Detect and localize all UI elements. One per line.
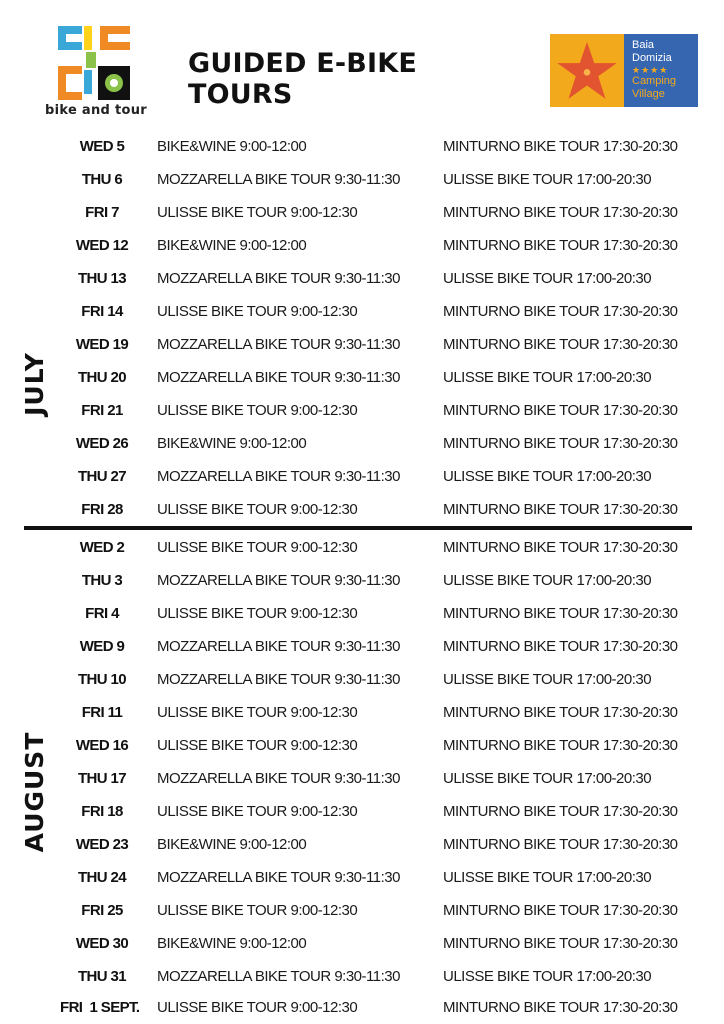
logo-right-text: [632, 39, 676, 101]
schedule-row: [0, 328, 724, 360]
evening-tour-cell: MINTURNO BIKE TOUR 17:30-20:30: [443, 138, 678, 155]
date-cell: WED 16: [75, 737, 129, 754]
morning-tour-cell: ULISSE BIKE TOUR 9:00-12:30: [157, 402, 358, 419]
date-cell: WED 19: [75, 336, 129, 353]
schedule-row: [0, 927, 724, 959]
evening-tour-cell: ULISSE BIKE TOUR 17:00-20:30: [443, 770, 652, 787]
bike-and-tour-logo: [44, 26, 148, 122]
logo-line-domizia: Domizia: [632, 52, 672, 64]
morning-tour-cell: MOZZARELLA BIKE TOUR 9:30-11:30: [157, 770, 400, 787]
date-cell: FRI 25: [81, 902, 123, 919]
schedule-row: [0, 394, 724, 426]
date-cell: WED 12: [75, 237, 129, 254]
schedule-row: [0, 861, 724, 893]
date-cell: WED 5: [79, 138, 125, 155]
date-cell: FRI 1 SEPT.: [60, 999, 140, 1016]
morning-tour-cell: ULISSE BIKE TOUR 9:00-12:30: [157, 737, 358, 754]
morning-tour-cell: MOZZARELLA BIKE TOUR 9:30-11:30: [157, 572, 400, 589]
schedule-row: [0, 427, 724, 459]
schedule-row: [0, 262, 724, 294]
morning-tour-cell: ULISSE BIKE TOUR 9:00-12:30: [157, 501, 358, 518]
morning-tour-cell: MOZZARELLA BIKE TOUR 9:30-11:30: [157, 369, 400, 386]
morning-tour-cell: MOZZARELLA BIKE TOUR 9:30-11:30: [157, 671, 400, 688]
bike-and-tour-logo-mark: [58, 26, 134, 102]
schedule-row: [0, 597, 724, 629]
date-cell: THU 27: [77, 468, 127, 485]
morning-tour-cell: ULISSE BIKE TOUR 9:00-12:30: [157, 303, 358, 320]
date-cell: THU 13: [77, 270, 127, 287]
morning-tour-cell: BIKE&WINE 9:00-12:00: [157, 138, 307, 155]
evening-tour-cell: MINTURNO BIKE TOUR 17:30-20:30: [443, 704, 678, 721]
morning-tour-cell: BIKE&WINE 9:00-12:00: [157, 836, 307, 853]
logo-line-village: Village: [632, 88, 665, 100]
evening-tour-cell: MINTURNO BIKE TOUR 17:30-20:30: [443, 638, 678, 655]
schedule-row: [0, 564, 724, 596]
morning-tour-cell: MOZZARELLA BIKE TOUR 9:30-11:30: [157, 468, 400, 485]
morning-tour-cell: MOZZARELLA BIKE TOUR 9:30-11:30: [157, 171, 400, 188]
rating-stars: ★★★★: [632, 65, 669, 75]
schedule-row: [0, 361, 724, 393]
morning-tour-cell: ULISSE BIKE TOUR 9:00-12:30: [157, 803, 358, 820]
evening-tour-cell: MINTURNO BIKE TOUR 17:30-20:30: [443, 539, 678, 556]
morning-tour-cell: ULISSE BIKE TOUR 9:00-12:30: [157, 902, 358, 919]
evening-tour-cell: MINTURNO BIKE TOUR 17:30-20:30: [443, 803, 678, 820]
date-cell: WED 23: [75, 836, 129, 853]
schedule-row: [0, 795, 724, 827]
date-cell: FRI 11: [81, 704, 123, 721]
date-cell: THU 3: [81, 572, 123, 589]
date-cell: THU 20: [77, 369, 127, 386]
morning-tour-cell: BIKE&WINE 9:00-12:00: [157, 435, 307, 452]
evening-tour-cell: ULISSE BIKE TOUR 17:00-20:30: [443, 869, 652, 886]
evening-tour-cell: MINTURNO BIKE TOUR 17:30-20:30: [443, 605, 678, 622]
month-divider: [24, 526, 692, 530]
page-title: GUIDED E-BIKE TOURS: [188, 48, 418, 110]
logo-caption: bike and tour: [45, 103, 147, 118]
morning-tour-cell: MOZZARELLA BIKE TOUR 9:30-11:30: [157, 638, 400, 655]
morning-tour-cell: ULISSE BIKE TOUR 9:00-12:30: [157, 539, 358, 556]
date-cell: THU 10: [77, 671, 127, 688]
evening-tour-cell: ULISSE BIKE TOUR 17:00-20:30: [443, 270, 652, 287]
morning-tour-cell: MOZZARELLA BIKE TOUR 9:30-11:30: [157, 968, 400, 985]
date-cell: FRI 14: [81, 303, 123, 320]
month-label-august: AUGUST: [20, 731, 49, 853]
evening-tour-cell: MINTURNO BIKE TOUR 17:30-20:30: [443, 435, 678, 452]
evening-tour-cell: MINTURNO BIKE TOUR 17:30-20:30: [443, 737, 678, 754]
evening-tour-cell: MINTURNO BIKE TOUR 17:30-20:30: [443, 836, 678, 853]
schedule-row: [0, 894, 724, 926]
schedule-row: [0, 229, 724, 261]
starfish-icon: [554, 38, 620, 104]
date-cell: THU 24: [77, 869, 127, 886]
logo-line-camping: Camping: [632, 75, 677, 87]
schedule-row: [0, 295, 724, 327]
evening-tour-cell: ULISSE BIKE TOUR 17:00-20:30: [443, 572, 652, 589]
date-cell: WED 9: [79, 638, 125, 655]
morning-tour-cell: MOZZARELLA BIKE TOUR 9:30-11:30: [157, 270, 400, 287]
evening-tour-cell: MINTURNO BIKE TOUR 17:30-20:30: [443, 501, 678, 518]
date-cell: WED 26: [75, 435, 129, 452]
evening-tour-cell: ULISSE BIKE TOUR 17:00-20:30: [443, 171, 652, 188]
date-cell: WED 30: [75, 935, 129, 952]
evening-tour-cell: ULISSE BIKE TOUR 17:00-20:30: [443, 671, 652, 688]
morning-tour-cell: BIKE&WINE 9:00-12:00: [157, 237, 307, 254]
evening-tour-cell: ULISSE BIKE TOUR 17:00-20:30: [443, 468, 652, 485]
schedule-row: [0, 130, 724, 162]
schedule-row: [0, 991, 724, 1023]
morning-tour-cell: ULISSE BIKE TOUR 9:00-12:30: [157, 999, 358, 1016]
date-cell: FRI 21: [81, 402, 123, 419]
morning-tour-cell: MOZZARELLA BIKE TOUR 9:30-11:30: [157, 336, 400, 353]
schedule-row: [0, 163, 724, 195]
schedule-row: [0, 460, 724, 492]
schedule-row: [0, 196, 724, 228]
date-cell: FRI 7: [85, 204, 119, 221]
baia-domizia-logo: [550, 34, 698, 107]
date-cell: THU 6: [81, 171, 123, 188]
evening-tour-cell: MINTURNO BIKE TOUR 17:30-20:30: [443, 204, 678, 221]
evening-tour-cell: MINTURNO BIKE TOUR 17:30-20:30: [443, 336, 678, 353]
schedule-row: [0, 531, 724, 563]
date-cell: FRI 28: [81, 501, 123, 518]
evening-tour-cell: MINTURNO BIKE TOUR 17:30-20:30: [443, 237, 678, 254]
date-cell: WED 2: [79, 539, 125, 556]
evening-tour-cell: MINTURNO BIKE TOUR 17:30-20:30: [443, 935, 678, 952]
morning-tour-cell: BIKE&WINE 9:00-12:00: [157, 935, 307, 952]
evening-tour-cell: MINTURNO BIKE TOUR 17:30-20:30: [443, 999, 678, 1016]
evening-tour-cell: MINTURNO BIKE TOUR 17:30-20:30: [443, 303, 678, 320]
morning-tour-cell: ULISSE BIKE TOUR 9:00-12:30: [157, 204, 358, 221]
morning-tour-cell: ULISSE BIKE TOUR 9:00-12:30: [157, 605, 358, 622]
date-cell: FRI 4: [85, 605, 119, 622]
evening-tour-cell: MINTURNO BIKE TOUR 17:30-20:30: [443, 902, 678, 919]
schedule-row: [0, 729, 724, 761]
date-cell: FRI 18: [81, 803, 123, 820]
morning-tour-cell: ULISSE BIKE TOUR 9:00-12:30: [157, 704, 358, 721]
date-cell: THU 31: [77, 968, 127, 985]
month-label-july: JULY: [20, 352, 49, 416]
schedule-row: [0, 630, 724, 662]
schedule-row: [0, 828, 724, 860]
evening-tour-cell: MINTURNO BIKE TOUR 17:30-20:30: [443, 402, 678, 419]
schedule-row: [0, 960, 724, 992]
evening-tour-cell: ULISSE BIKE TOUR 17:00-20:30: [443, 369, 652, 386]
schedule-row: [0, 663, 724, 695]
logo-line-baia: Baia: [632, 39, 655, 51]
schedule-row: [0, 762, 724, 794]
schedule-row: [0, 493, 724, 525]
date-cell: THU 17: [77, 770, 127, 787]
schedule-row: [0, 696, 724, 728]
morning-tour-cell: MOZZARELLA BIKE TOUR 9:30-11:30: [157, 869, 400, 886]
evening-tour-cell: ULISSE BIKE TOUR 17:00-20:30: [443, 968, 652, 985]
